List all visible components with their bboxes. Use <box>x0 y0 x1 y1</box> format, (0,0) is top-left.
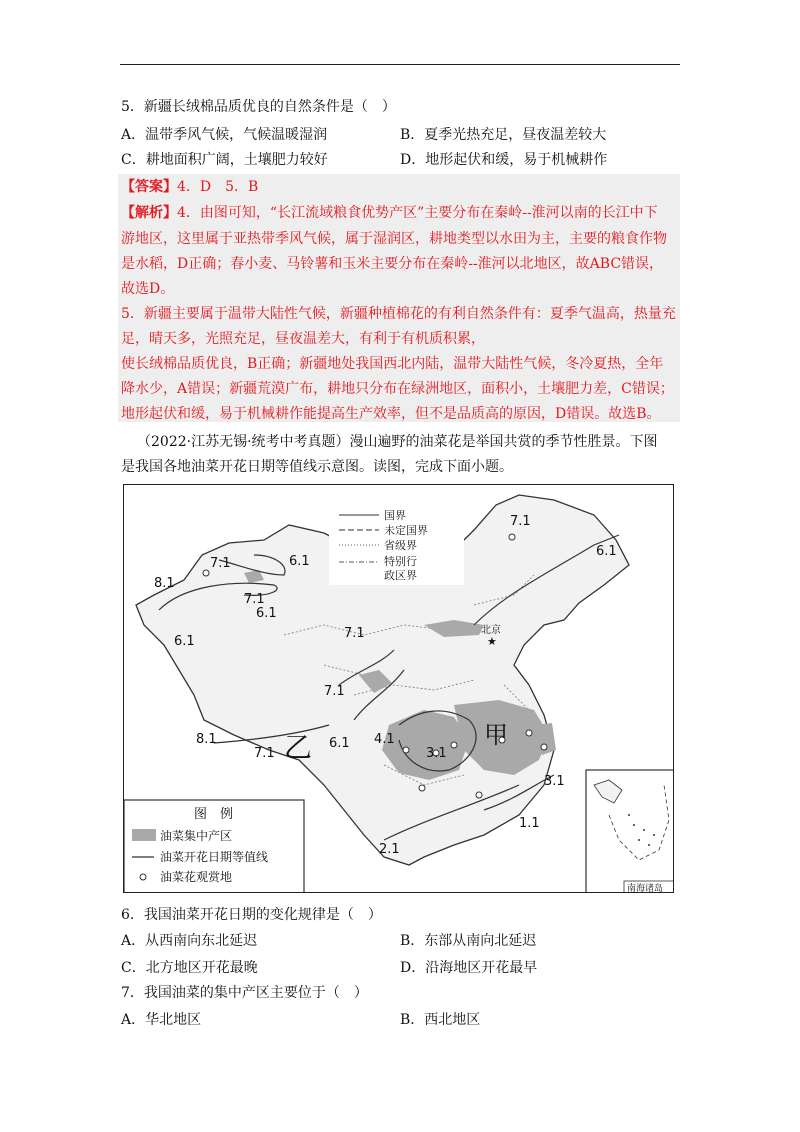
intro-line-2: 是我国各地油菜开花日期等值线示意图。读图，完成下面小题。 <box>121 459 513 475</box>
isoline-label: 7.1 <box>344 626 365 641</box>
viewing-spot <box>203 570 209 576</box>
isoline-label: 6.1 <box>289 554 310 569</box>
isoline-label: 2.1 <box>379 842 400 857</box>
legend-swatch-spot <box>140 874 146 880</box>
question-5-option-b: B．夏季光热充足，昼夜温差较大 <box>400 127 607 143</box>
question-5-stem: 5．新疆长绒棉品质优良的自然条件是（ ） <box>121 99 396 115</box>
beijing-star-icon: ★ <box>487 635 497 648</box>
analysis-line-7: 使长绒棉品质优良，B正确；新疆地处我国西北内陆，温带大陆性气候，冬冷夏热，全年 <box>121 356 664 372</box>
question-5-option-d: D．地形起伏和缓，易于机械耕作 <box>400 152 608 168</box>
legend-title: 图 例 <box>194 807 234 822</box>
question-5-option-a: A．温带季风气候，气候温暖湿润 <box>121 127 328 143</box>
legend-viewing-spot: 油菜花观赏地 <box>160 870 233 884</box>
analysis-line-8: 降水少，A错误；新疆荒漠广布，耕地只分布在绿洲地区，面积小，土壤肥力差，C错误； <box>121 381 674 397</box>
viewing-spot <box>403 747 409 753</box>
legend-production-area: 油菜集中产区 <box>160 829 233 843</box>
isoline-label: 6.1 <box>256 606 277 621</box>
region-label-jia: 甲 <box>484 721 508 749</box>
beijing-label: 北京 <box>481 625 501 636</box>
question-6-option-b: B．东部从南向北延迟 <box>400 933 537 949</box>
map-svg <box>124 485 674 893</box>
top-legend <box>329 505 464 585</box>
viewing-spot <box>509 534 515 540</box>
legend-sar-border-2: 政区界 <box>384 569 417 582</box>
question-7-option-b: B．西北地区 <box>400 1012 481 1028</box>
viewing-spot <box>541 744 547 750</box>
question-7-option-a: A．华北地区 <box>121 1012 202 1028</box>
analysis-line-1 <box>121 204 658 222</box>
legend-sar-border-1: 特别行 <box>384 555 417 568</box>
legend-undetermined-border: 未定国界 <box>384 524 428 537</box>
isoline-label: 8.1 <box>154 576 175 591</box>
rapeseed-flowering-map <box>123 484 674 893</box>
isoline-label: 3.1 <box>426 746 447 761</box>
viewing-spot <box>451 742 457 748</box>
analysis-line-2: 游地区，这里属于亚热带季风气候，属于湿润区，耕地类型以水田为主，主要的粮食作物 <box>121 231 667 247</box>
analysis-text-1: 4．由图可知，“长江流域粮食优势产区”主要分布在秦岭--淮河以南的长江中下 <box>177 205 658 221</box>
bottom-legend <box>124 800 304 893</box>
analysis-line-4: 故选D。 <box>121 281 175 297</box>
question-6-option-c: C．北方地区开花最晚 <box>121 960 258 976</box>
header-rule <box>120 64 680 65</box>
isoline-label: 8.1 <box>196 732 217 747</box>
isoline-label: 3.1 <box>544 774 565 789</box>
answer-line <box>121 178 258 196</box>
legend-isoline: 油菜开花日期等值线 <box>160 850 269 864</box>
analysis-line-3: 是水稻，D正确；春小麦、马铃薯和玉米主要分布在秦岭--淮河以北地区，故ABC错误， <box>121 256 664 272</box>
isoline-label: 6.1 <box>174 634 195 649</box>
isoline-label: 7.1 <box>244 592 265 607</box>
inset-label: 南海诸岛 <box>627 884 664 894</box>
analysis-tag: 【解析】 <box>121 205 177 221</box>
question-7-stem: 7．我国油菜的集中产区主要位于（ ） <box>121 985 368 1001</box>
intro-line-1: （2022·江苏无锡·统考中考真题）漫山遍野的油菜花是举国共赏的季节性胜景。下图 <box>137 434 658 450</box>
legend-swatch-production <box>132 829 156 841</box>
analysis-line-6: 足，晴天多，光照充足，昼夜温差大，有利于有机质积累， <box>121 331 485 347</box>
answer-tag: 【答案】 <box>121 179 177 195</box>
viewing-spot <box>419 785 425 791</box>
viewing-spot <box>476 792 482 798</box>
south-china-sea-inset <box>586 770 674 893</box>
answer-text: 4．D 5．B <box>177 179 259 195</box>
viewing-spot <box>526 730 532 736</box>
isoline-label: 6.1 <box>329 736 350 751</box>
analysis-line-5: 5．新疆主要属于温带大陆性气候，新疆种植棉花的有利自然条件有：夏季气温高，热量充 <box>121 306 676 322</box>
isoline-label: 7.1 <box>254 746 275 761</box>
isoline-label: 6.1 <box>596 544 617 559</box>
question-5-option-c: C．耕地面积广阔，土壤肥力较好 <box>121 152 328 168</box>
isoline-label: 4.1 <box>374 732 395 747</box>
analysis-line-9: 地形起伏和缓，易于机械耕作能提高生产效率，但不是品质高的原因，D错误。故选B。 <box>121 406 661 422</box>
isoline-label: 1.1 <box>519 816 540 831</box>
question-6-option-a: A．从西南向东北延迟 <box>121 933 258 949</box>
isoline-label: 7.1 <box>324 684 345 699</box>
question-6-stem: 6．我国油菜开花日期的变化规律是（ ） <box>121 907 382 923</box>
legend-national-border: 国界 <box>384 509 406 522</box>
isoline-label: 7.1 <box>210 556 231 571</box>
legend-province-border: 省级界 <box>384 539 417 552</box>
isoline-label: 7.1 <box>510 514 531 529</box>
question-6-option-d: D．沿海地区开花最早 <box>400 960 538 976</box>
region-label-yi: 乙 <box>284 731 313 764</box>
